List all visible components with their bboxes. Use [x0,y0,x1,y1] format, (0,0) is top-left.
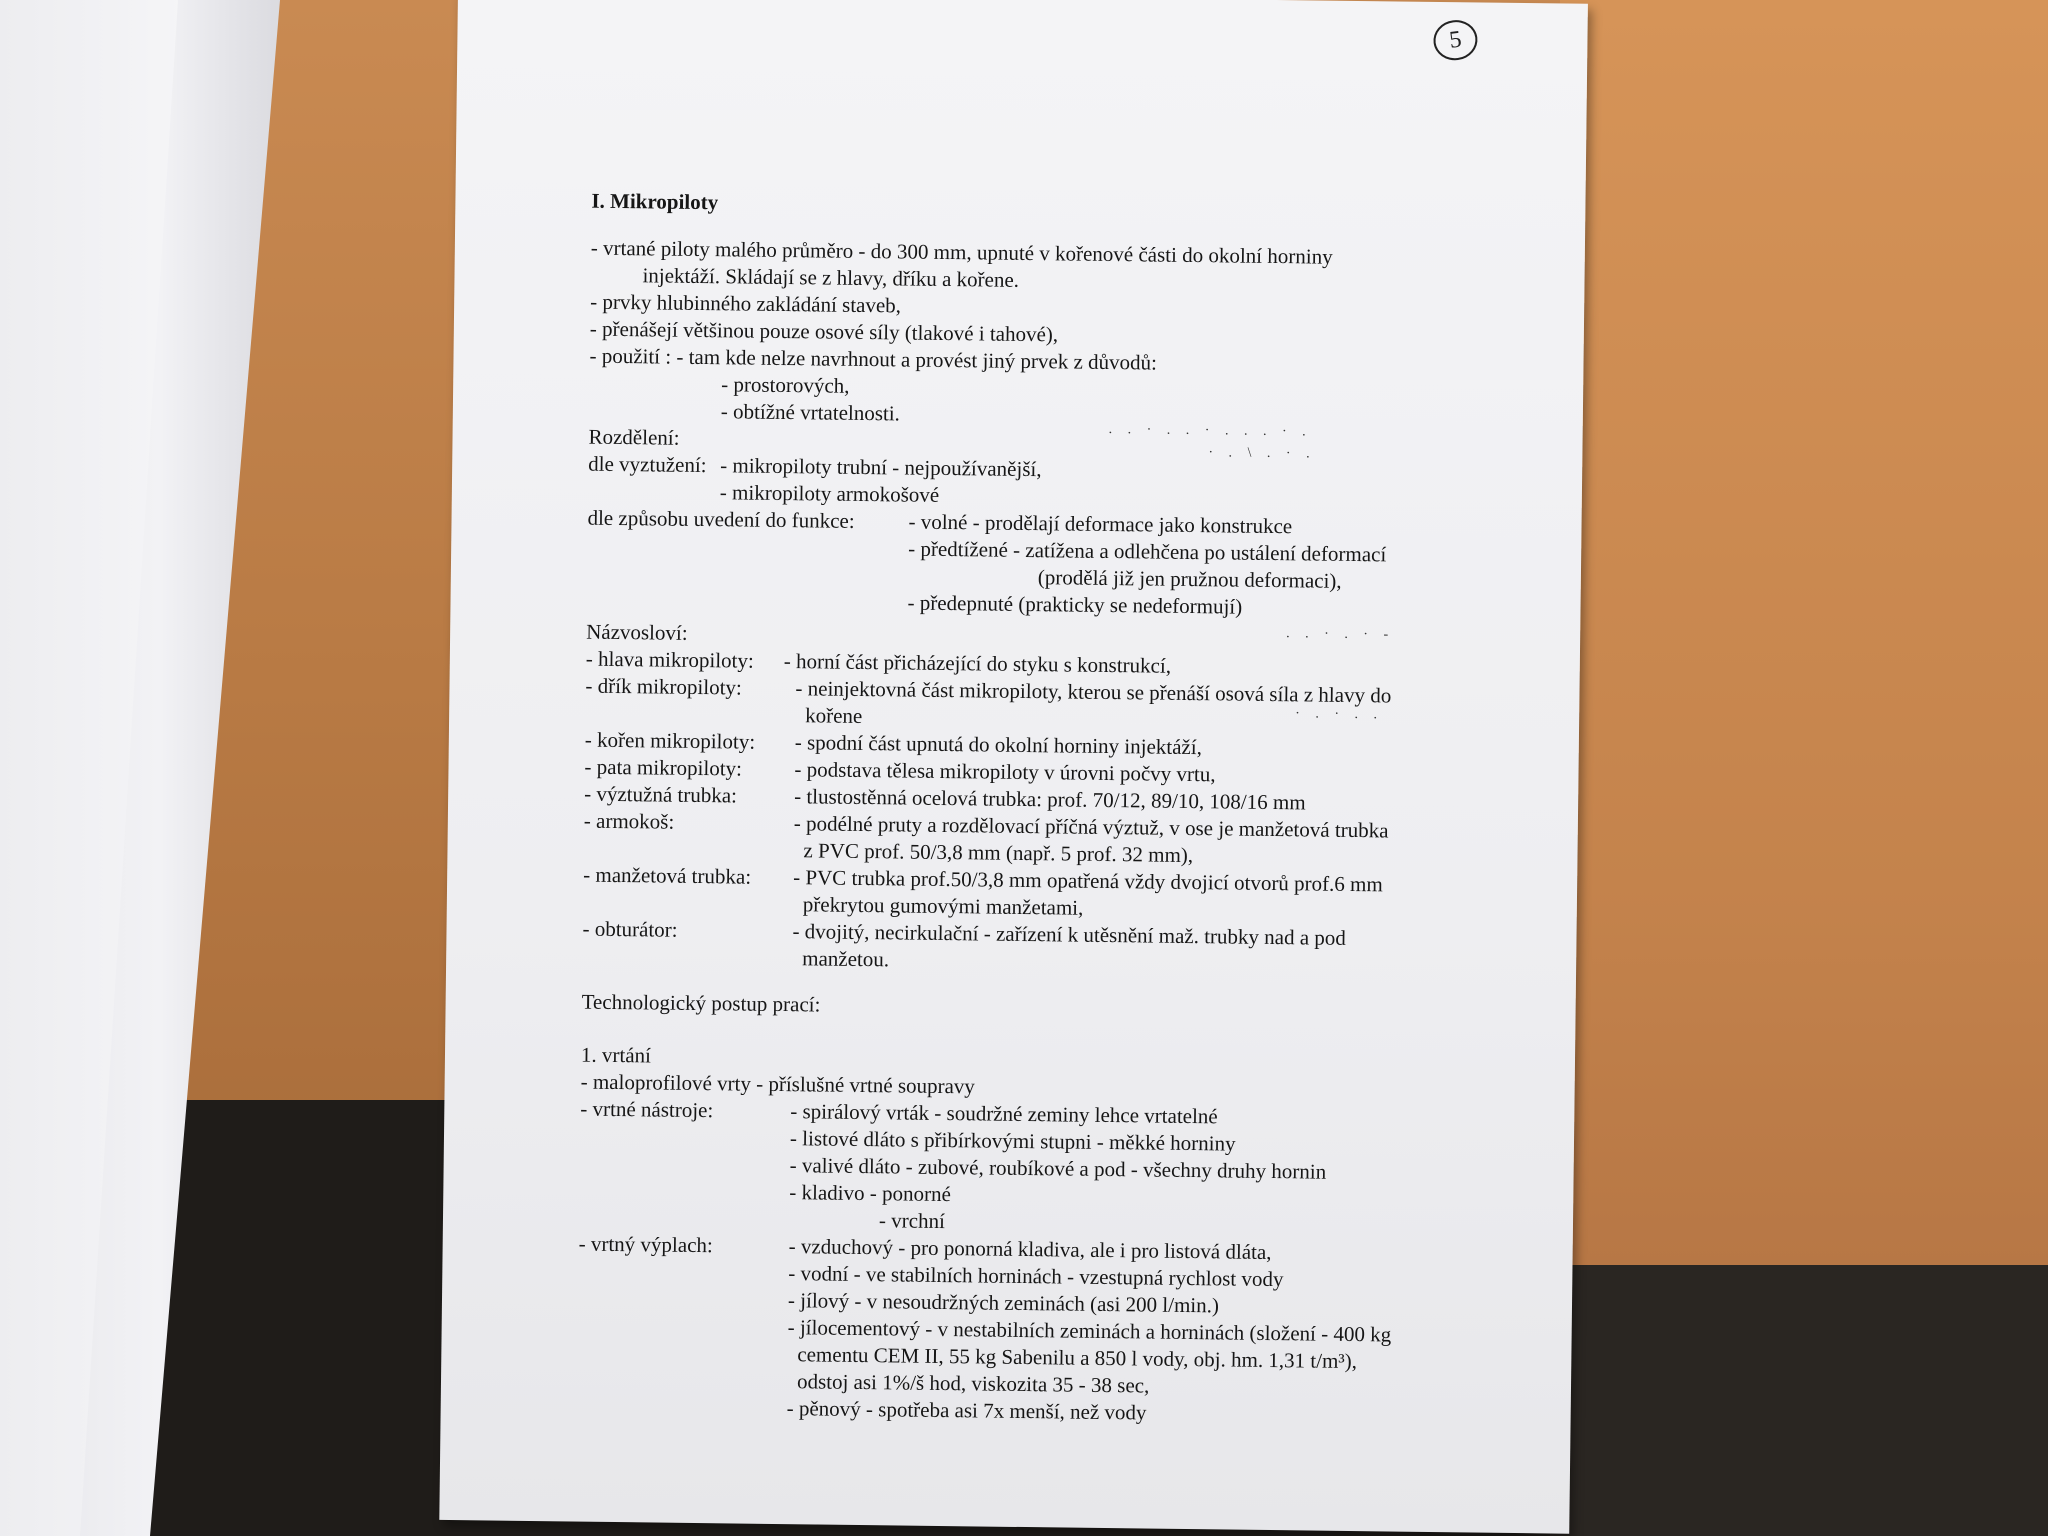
text-line: - vrchní [878,1208,946,1234]
section-label: Názvosloví: [586,619,688,645]
term-label: - vrtný výplach: [578,1231,713,1258]
text-line: - listové dláto s přibírkovými stupni - měkké horniny [789,1126,1236,1156]
text-line: - jílový - v nesoudržných zeminách (asi 200 l/min.) [787,1288,1220,1318]
section-label: Technologický postup prací: [581,989,821,1017]
text-line: - tlustostěnná ocelová trubka: prof. 70/12, 89/10, 108/16 mm [794,784,1306,815]
wooden-table-edge [1560,0,2048,1265]
text-line: - spirálový vrták - soudržné zeminy lehce vrtatelné [790,1099,1218,1129]
term-label: - obturátor: [582,916,678,942]
term-label: - pata mikropiloty: [584,754,743,781]
speckle-marks: . . · . · - [1286,626,1395,643]
text-line: - pěnový - spotřeba asi 7x menší, než vody [786,1396,1147,1425]
term-label: - výztužná trubka: [584,781,738,808]
text-line: - předtížené - zatížena a odlehčena po ustálení deformací [908,536,1387,567]
speckle-marks: · . \ . · . [1208,445,1316,462]
text-line: z PVC prof. 50/3,8 mm (např. 5 prof. 32 mm), [803,838,1194,868]
text-line: - přenášejí většinou pouze osové síly (tlakové i tahové), [589,316,1059,347]
term-label: - kořen mikropiloty: [584,727,756,754]
text-line: - vzduchový - pro ponorná kladiva, ale i pro listová dláta, [788,1234,1272,1265]
text-line: manžetou. [802,946,890,972]
text-line: injektáží. Skládají se z hlavy, dříku a kořene. [642,263,1020,292]
text-line: - vodní - ve stabilních horninách - vzestupná rychlost vody [788,1261,1284,1292]
term-label: dle způsobu uvedení do funkce: [587,505,855,533]
text-line: - podstava tělesa mikropiloty v úrovni počvy vrtu, [794,757,1216,787]
section-label: 1. vrtání [580,1042,652,1068]
text-line: - spodní část upnutá do okolní horniny injektáží, [794,730,1203,760]
text-line: - neinjektovná část mikropiloty, kterou se přenáší osová síla z hlavy do [795,676,1392,708]
text-line: - dvojitý, necirkulační - zařízení k utěsnění maž. trubky nad a pod [792,919,1347,950]
text-line: - PVC trubka prof.50/3,8 mm opatřená vždy dvojicí otvorů prof.6 mm [793,865,1383,897]
text-line: - obtížné vrtatelnosti. [720,399,901,426]
term-label: dle vyztužení: [588,451,707,478]
text-line: - mikropiloty armokošové [719,480,940,507]
text-line: - prostorových, [721,372,850,398]
term-label: - manžetová trubka: [583,862,752,889]
term-label: - hlava mikropiloty: [585,646,754,673]
text-line: - volné - prodělají deformace jako konstrukce [908,509,1293,539]
text-line: - vrtané piloty malého průměro - do 300 mm, upnuté v kořenové části do okolní horniny [590,235,1333,269]
text-line: - předepnuté (prakticky se nedeformují) [907,590,1243,619]
text-line: - podélné pruty a rozdělovací příčná výztuž, v ose je manžetová trubka [793,811,1389,843]
text-line: - prvky hlubinného zakládání staveb, [590,289,902,318]
text-line: kořene [805,703,863,728]
term-label: - dřík mikropiloty: [585,673,742,700]
document-heading: I. Mikropiloty [591,188,719,215]
document-page [439,0,1588,1534]
text-line: překrytou gumovými manžetami, [802,892,1084,920]
text-line: (prodělá již jen pružnou deformaci), [1037,565,1342,593]
page-number: 5 [1431,18,1480,63]
term-label: - vrtné nástroje: [580,1096,714,1123]
text-line: - valivé dláto - zubové, roubíkové a pod - všechny druhy hornin [789,1153,1327,1184]
text-line: - jílocementový - v nestabilních zeminách a horninách (složení - 400 kg [787,1315,1392,1347]
speckle-marks: . . · . . · . . . · . [1108,421,1312,440]
speckle-marks: · . · . . [1295,706,1384,723]
text-line: - použití : - tam kde nelze navrhnout a provést jiný prvek z důvodů: [589,343,1158,375]
text-line: - maloprofilové vrty - příslušné vrtné soupravy [580,1069,976,1099]
text-line: cementu CEM II, 55 kg Sabenilu a 850 l vody, obj. hm. 1,31 t/m³), [797,1342,1358,1374]
term-label: - armokoš: [583,808,675,834]
text-line: - kladivo - ponorné [789,1180,952,1207]
text-line: - horní část přicházející do styku s konstrukcí, [783,649,1172,678]
text-line: - mikropiloty trubní - nejpoužívanější, [720,453,1042,482]
section-label: Rozdělení: [588,424,680,450]
text-line: odstoj asi 1%/š hod, viskozita 35 - 38 sec, [796,1369,1150,1398]
